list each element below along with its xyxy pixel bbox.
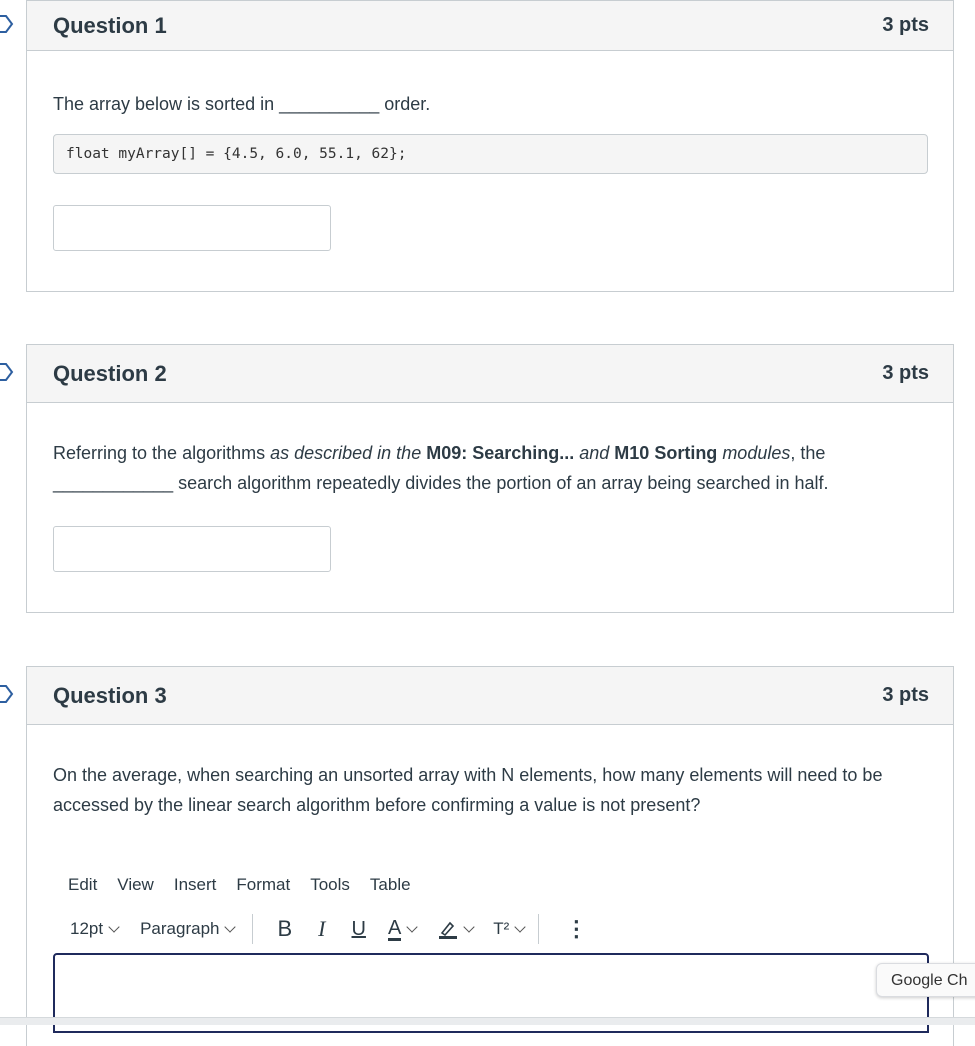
superscript-button[interactable]: T² <box>493 914 524 944</box>
bold-button[interactable]: B <box>277 916 293 941</box>
question-text: On the average, when searching an unsorted array with N elements, how many elements will need to be accessed by the linear search algorithm before confirming a value is not present? <box>53 765 883 815</box>
question-2 <box>26 344 954 613</box>
menu-format[interactable]: Format <box>236 875 291 894</box>
flag-question-icon[interactable] <box>0 363 14 381</box>
question-body <box>27 89 953 251</box>
chevron-down-icon <box>225 921 236 932</box>
flag-question-icon[interactable] <box>0 15 14 33</box>
question-title: Question 2 <box>53 360 167 386</box>
toolbar-divider <box>538 914 539 944</box>
code-block: float myArray[] = {4.5, 6.0, 55.1, 62}; <box>53 134 928 174</box>
question-points: 3 pts <box>882 14 929 36</box>
fill-blank: __________ <box>279 94 380 114</box>
question-header <box>27 667 953 725</box>
chevron-down-icon <box>407 921 418 932</box>
menu-insert[interactable]: Insert <box>173 875 217 894</box>
underline-button[interactable]: U <box>351 918 366 940</box>
font-size-select[interactable]: 12pt <box>70 914 118 944</box>
highlighter-icon <box>438 919 458 939</box>
editor-toolbar <box>53 914 928 944</box>
block-format-select[interactable]: Paragraph <box>140 914 234 944</box>
question-points: 3 pts <box>882 362 929 384</box>
question-body <box>27 438 953 572</box>
more-options-icon[interactable]: ⋮ <box>565 916 588 941</box>
italic-button[interactable]: I <box>318 916 326 941</box>
question-1 <box>26 0 954 292</box>
flag-question-icon[interactable] <box>0 685 14 703</box>
question-text: Referring to the algorithms as described in the M09: Searching... and M10 Sorting modules, the ____________ search algorithm repeatedly divides the portion of an array being searched in half. <box>53 443 829 493</box>
toolbar-divider <box>252 914 253 944</box>
fill-blank: ____________ <box>53 473 174 493</box>
font-color-button[interactable] <box>388 918 416 941</box>
chevron-down-icon <box>464 921 475 932</box>
question-body <box>27 760 953 944</box>
menu-view[interactable]: View <box>117 875 154 894</box>
question-3 <box>26 666 954 1046</box>
question-text: The array below is sorted in __________ order. <box>53 94 431 114</box>
highlight-color-button[interactable] <box>438 919 473 939</box>
menu-edit[interactable]: Edit <box>68 875 98 894</box>
question-points: 3 pts <box>882 684 929 706</box>
font-color-icon: A <box>387 916 402 939</box>
menu-table[interactable]: Table <box>369 875 411 894</box>
chevron-down-icon <box>108 921 119 932</box>
chevron-down-icon <box>515 921 526 932</box>
answer-input[interactable] <box>53 205 331 251</box>
question-title: Question 3 <box>53 682 167 708</box>
question-header <box>27 1 953 51</box>
question-title: Question 1 <box>53 12 167 38</box>
answer-input[interactable] <box>53 526 331 572</box>
question-header <box>27 345 953 403</box>
menu-tools[interactable]: Tools <box>310 875 350 894</box>
google-chrome-badge[interactable]: Google Ch <box>876 963 975 997</box>
editor-menubar <box>53 870 928 900</box>
